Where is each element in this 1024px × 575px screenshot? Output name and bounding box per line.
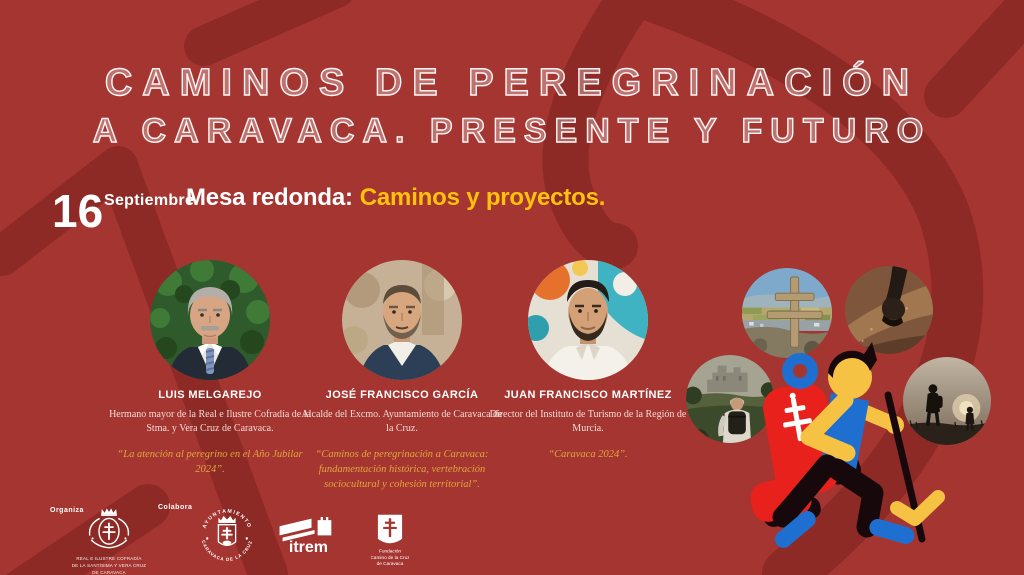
speaker-role: Director del Instituto de Turismo de la Región de Murcia. (489, 409, 687, 434)
event-month: Septiembre. (104, 192, 199, 209)
seal-top-text: AYUNTAMIENTO (201, 508, 253, 530)
seal-bottom-text: CARAVACA DE LA CRUZ (200, 539, 254, 562)
session-title (186, 184, 605, 212)
juan-francisco-martinez-photo (528, 260, 648, 380)
organiza-label: Organiza (50, 507, 84, 514)
speaker-card-luis-melgarejo (107, 260, 313, 477)
speaker-quote: “Caminos de peregrinación a Caravaca: fundamentación histórica, vertebración sociocultural y cohesión territorial”. (315, 448, 489, 491)
pilgrim-hiker-illustration (745, 345, 955, 570)
avatar (528, 260, 648, 380)
cofradia-caption: REAL E ILUSTRE COFRADÍA DE LA SANTÍSIMA Y VERA CRUZ DE CARAVACA (71, 556, 147, 575)
speaker-quote: “La atención al peregrino en el Año Jubilar 2024”. (117, 448, 303, 475)
itrem-building-icon (280, 517, 332, 541)
session-label: Mesa redonda: (186, 184, 353, 211)
ayuntamiento-caravaca-seal-icon (196, 504, 258, 566)
svg-text:de Caravaca: de Caravaca (376, 561, 404, 567)
fundacion-camino-de-la-cruz-logo (371, 513, 409, 570)
colabora-label: Colabora (158, 504, 193, 511)
speaker-quote: “Caravaca 2024”. (548, 448, 628, 460)
speaker-name: LUIS MELGAREJO (158, 389, 262, 401)
cofradia-crest-icon (84, 507, 134, 552)
speaker-name: JUAN FRANCISCO MARTÍNEZ (504, 389, 672, 401)
title-line-2: A CARAVACA. PRESENTE Y FUTURO (92, 112, 932, 150)
itrem-logo (278, 514, 342, 555)
pilgrim-walking-feet-photo (845, 266, 933, 354)
speaker-role: Alcalde del Excmo. Ayuntamiento de Caravaca de la Cruz. (301, 409, 503, 434)
page-title (0, 64, 1024, 148)
avatar (150, 260, 270, 380)
avatar (342, 260, 462, 380)
luis-melgarejo-photo (150, 260, 270, 380)
session-highlight: Caminos y proyectos. (359, 184, 606, 211)
itrem-wordmark: itrem (288, 539, 329, 556)
event-day: 16 (52, 185, 104, 237)
speaker-card-juan-francisco-martinez (485, 260, 691, 462)
svg-text:AYUNTAMIENTO (202, 508, 253, 529)
speaker-name: JOSÉ FRANCISCO GARCÍA (325, 389, 479, 401)
svg-text:Camino de la Cruz: Camino de la Cruz (371, 555, 409, 561)
svg-text:Fundación: Fundación (378, 549, 402, 555)
title-line-1: CAMINOS DE PEREGRINACIÓN (104, 62, 920, 104)
jose-francisco-garcia-photo (342, 260, 462, 380)
speaker-role: Hermano mayor de la Real e Ilustre Cofradía de la Stma. y Vera Cruz de Caravaca. (109, 409, 311, 434)
speaker-card-jose-francisco-garcia (299, 260, 505, 492)
